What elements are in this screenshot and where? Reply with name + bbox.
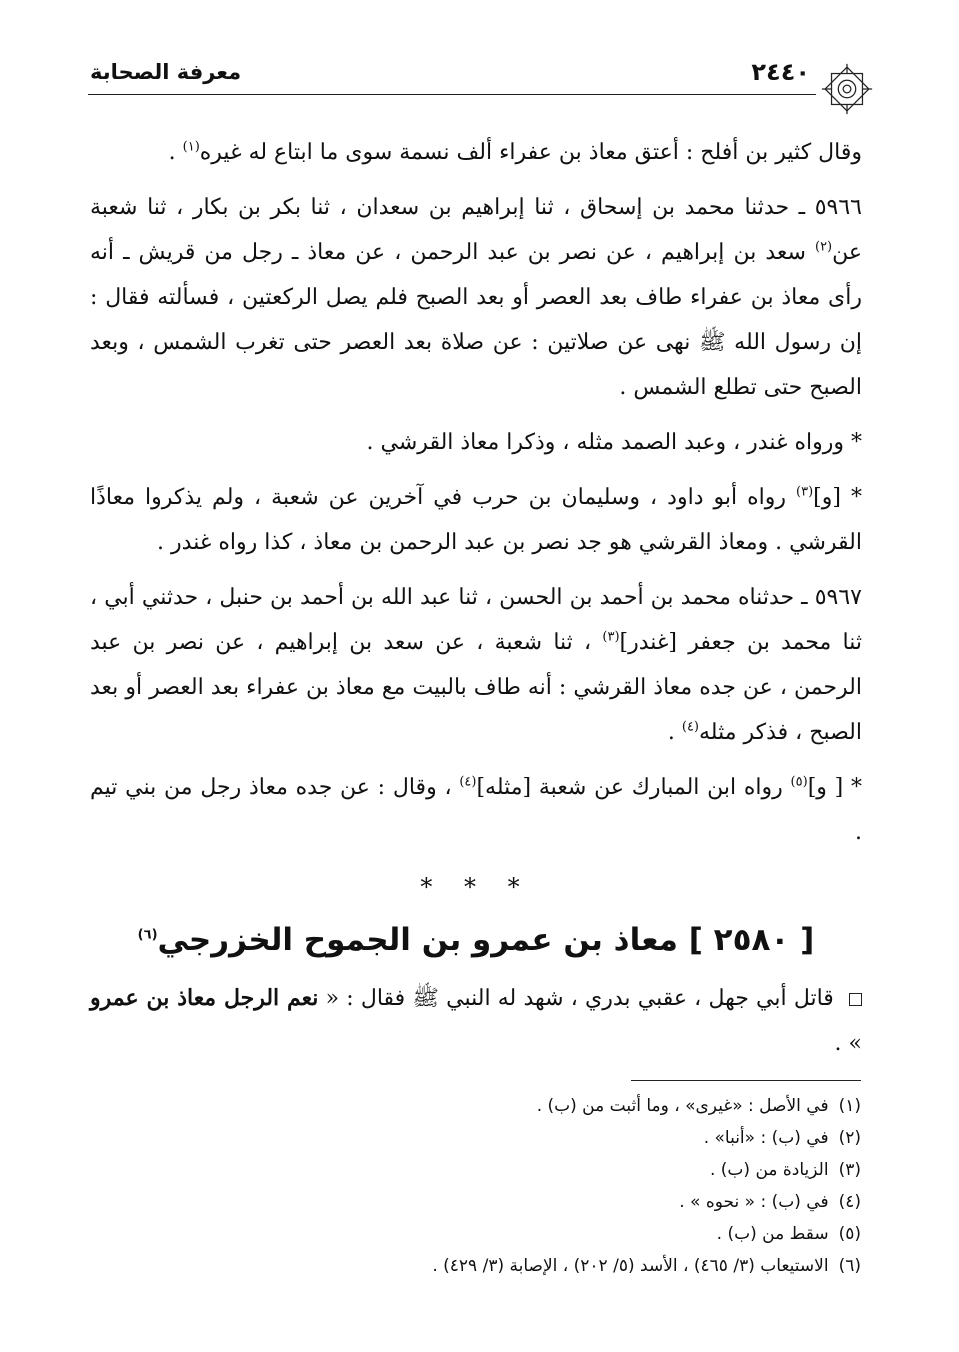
page-number: ٢٤٤٠ — [751, 58, 810, 86]
paragraph-1 — [90, 130, 862, 175]
footnote — [300, 1154, 861, 1186]
footnote-ref: (٣) — [602, 629, 620, 645]
paragraph-text: * ورواه غندر ، وعبد الصمد مثله ، وذكرا معاذ القرشي . — [366, 430, 862, 455]
paragraph-text: ، ثنا شعبة ، عن سعد بن إبراهيم ، عن نصر بن عبد الرحمن ، عن جده معاذ القرشي : أنه طاف بالبيت مع معاذ بن عفراء بعد العصر أو بعد الصبح ، فذكر مثله — [90, 630, 862, 745]
paragraph-4 — [90, 475, 862, 565]
footnote-ref: (١) — [182, 139, 200, 155]
footnote-ref: (٥) — [790, 774, 808, 790]
paragraph-text: ، وقال : عن جده معاذ رجل من بني تيم . — [90, 775, 862, 845]
quoted-saying: نعم الرجل معاذ بن عمرو — [90, 985, 319, 1011]
page-header — [88, 52, 870, 100]
footnote-number: (٦) — [838, 1256, 861, 1276]
footnote-ref: (٦) — [137, 927, 158, 943]
footnote-number: (٤) — [838, 1192, 861, 1212]
footnote-text: في (ب) : «أنبا» . — [703, 1128, 829, 1148]
paragraph-end: » . — [834, 1031, 862, 1056]
footnote-divider — [631, 1080, 861, 1081]
paragraph-text: * [ و] — [807, 775, 862, 800]
footnote — [300, 1250, 861, 1282]
footnote-ref: (٢) — [814, 239, 833, 255]
paragraph-3 — [90, 420, 862, 465]
entry-heading — [90, 916, 862, 964]
footnotes — [300, 1090, 861, 1282]
footnote-number: (٢) — [838, 1128, 861, 1148]
running-title: معرفة الصحابة — [90, 60, 242, 84]
footnote-text: الزيادة من (ب) . — [709, 1160, 829, 1180]
paragraph-text: رواه أبو داود ، وسليمان بن حرب في آخرين عن شعبة ، ولم يذكروا معاذًا القرشي . ومعاذ القرشي هو جد نصر بن عبد الرحمن بن معاذ ، كذا رواه غندر . — [90, 485, 862, 555]
paragraph-text: * [و] — [813, 485, 862, 510]
section-separator: * * * — [420, 873, 532, 901]
header-divider — [88, 94, 816, 95]
footnote-ref: (٤) — [459, 774, 477, 790]
hadith-5966 — [90, 185, 862, 410]
paragraph-text: سعد بن إبراهيم ، عن نصر بن عبد الرحمن ، عن معاذ ـ رجل من قريش ـ أنه رأى معاذ بن عفراء طاف بعد العصر أو بعد الصبح فلم يصل الركعتين ، فسألته فقال : إن رسول الله ﷺ نهى عن صلاتين : عن صلاة بعد العصر حتى تغرب الشمس ، وبعد الصبح حتى تطلع الشمس . — [90, 240, 862, 400]
footnote — [300, 1122, 861, 1154]
footnote-text: الاستيعاب (٣/ ٤٦٥) ، الأسد (٥/ ٢٠٢) ، الإصابة (٣/ ٤٢٩) . — [432, 1256, 829, 1276]
footnote-ref: (٣) — [796, 484, 814, 500]
paragraph-text: ٥٩٦٧ ـ حدثناه محمد بن أحمد بن الحسن ، ثنا عبد الله بن أحمد بن حنبل ، حدثني أبي ، ثنا محمد بن جعفر [غندر] — [90, 585, 862, 655]
footnote-text: في (ب) : « نحوه » . — [679, 1192, 829, 1212]
paragraph-text: رواه ابن المبارك عن شعبة [مثله] — [476, 775, 791, 800]
paragraph-text: وقال كثير بن أفلح : أعتق معاذ بن عفراء ألف نسمة سوى ما ابتاع له غيره — [199, 140, 862, 165]
footnote-text: في الأصل : «غيرى» ، وما أثبت من (ب) . — [536, 1096, 829, 1116]
footnote — [300, 1218, 861, 1250]
footnote-text: سقط من (ب) . — [716, 1224, 829, 1244]
footnote — [300, 1090, 861, 1122]
footnote — [300, 1186, 861, 1218]
paragraph-end: . — [168, 140, 183, 165]
footnote-number: (٣) — [838, 1160, 861, 1180]
hadith-5967 — [90, 575, 862, 755]
entry-description — [90, 976, 862, 1066]
entry-title-text: [ ٢٥٨٠ ] معاذ بن عمرو بن الجموح الخزرجي — [157, 922, 815, 958]
paragraph-end: . — [667, 720, 682, 745]
ornament-icon — [818, 60, 876, 118]
paragraph-6 — [90, 765, 862, 855]
footnote-number: (٥) — [838, 1224, 861, 1244]
main-text — [90, 130, 862, 1076]
footnote-ref: (٤) — [681, 719, 699, 735]
square-bullet-icon — [849, 993, 862, 1006]
paragraph-text: ٥٩٦٦ ـ حدثنا محمد بن إسحاق ، ثنا إبراهيم بن سعدان ، ثنا بكر بن بكار ، ثنا شعبة عن — [90, 195, 862, 265]
footnote-number: (١) — [838, 1096, 861, 1116]
paragraph-text: قاتل أبي جهل ، عقبي بدري ، شهد له النبي ﷺ فقال : « — [318, 986, 842, 1011]
